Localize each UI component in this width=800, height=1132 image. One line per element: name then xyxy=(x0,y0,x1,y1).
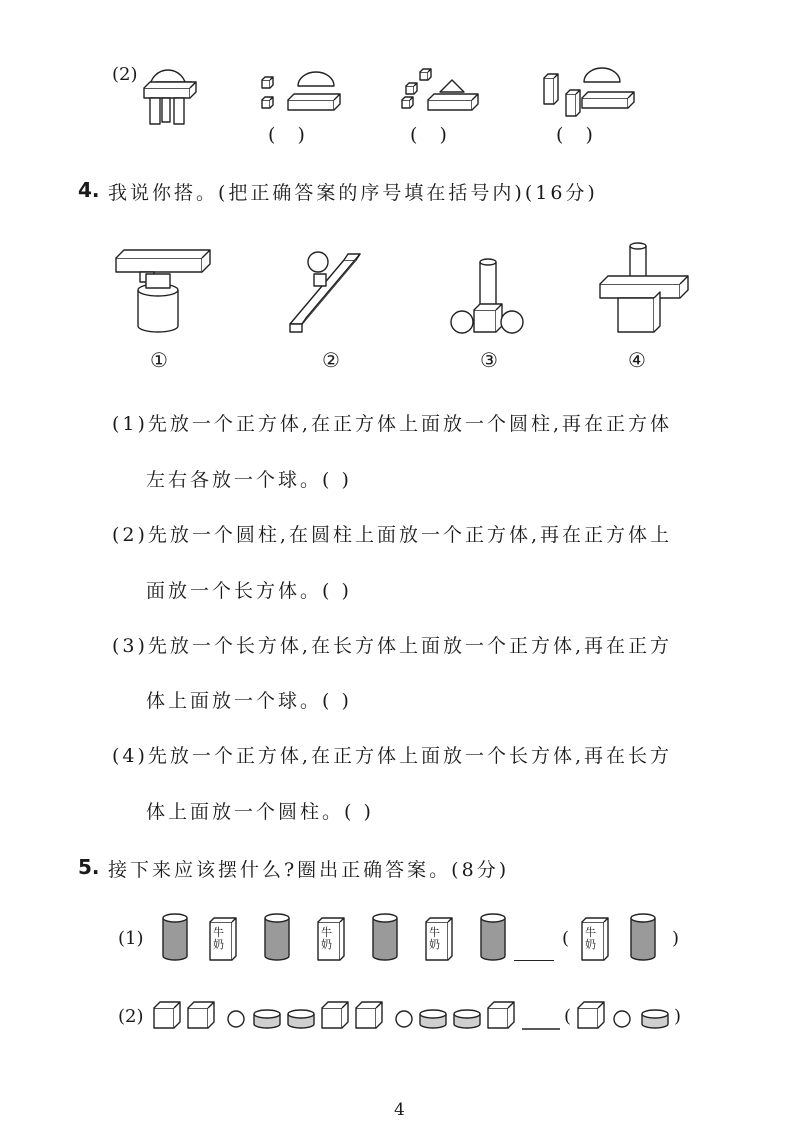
cup-icon xyxy=(262,912,292,962)
q5-row2-open-paren: ( xyxy=(564,1006,572,1027)
q3-option-c-figure xyxy=(540,66,640,120)
ball-choice-icon xyxy=(614,1011,630,1027)
disc-icon xyxy=(288,1010,314,1028)
q5-row2-choices[interactable] xyxy=(576,998,676,1034)
cube-icon xyxy=(154,1002,180,1028)
milk-box-text-2: 牛奶 xyxy=(321,926,332,951)
cube-choice-icon xyxy=(578,1002,604,1028)
cube-icon xyxy=(322,1002,348,1028)
q4-item-4-line2[interactable]: 体上面放一个圆柱。( ) xyxy=(146,801,374,823)
page-number: 4 xyxy=(394,1100,405,1120)
milk-box-text-3: 牛奶 xyxy=(429,926,440,951)
q5-row1-answer-line xyxy=(514,960,554,961)
q4-item-3-line1: (3)先放一个长方体,在长方体上面放一个正方体,再在正方 xyxy=(112,635,672,657)
q4-option-3-label: ③ xyxy=(480,348,498,372)
q4-option-4-label: ④ xyxy=(628,348,646,372)
q4-title: 我说你搭。(把正确答案的序号填在括号内)(16分) xyxy=(108,182,598,204)
q3-option-a-figure xyxy=(258,70,348,120)
disc-icon xyxy=(254,1010,280,1028)
q4-option-4-figure xyxy=(596,240,696,340)
cube-icon xyxy=(356,1002,382,1028)
q4-item-2-line2[interactable]: 面放一个长方体。( ) xyxy=(146,580,352,602)
q4-option-2-figure xyxy=(284,240,374,340)
disc-icon xyxy=(420,1010,446,1028)
q5-row2-label: (2) xyxy=(118,1006,144,1027)
q4-number: 4. xyxy=(78,178,100,202)
ball-icon xyxy=(228,1011,244,1027)
cube-icon xyxy=(488,1002,514,1028)
q5-row1-open-paren: ( xyxy=(562,928,570,949)
cup-icon xyxy=(160,912,190,962)
q4-option-3-figure xyxy=(446,256,536,336)
q4-item-4-line1: (4)先放一个正方体,在正方体上面放一个长方体,再在长方 xyxy=(112,745,672,767)
q4-option-1-figure xyxy=(110,244,210,344)
cup-choice-icon[interactable] xyxy=(628,912,658,962)
q4-option-2-label: ② xyxy=(322,348,340,372)
q3-answer-blank-2[interactable]: ( ) xyxy=(410,124,455,146)
q5-row1-label: (1) xyxy=(118,928,144,949)
q5-title: 接下来应该摆什么?圈出正确答案。(8分) xyxy=(108,859,510,881)
q3-option-b-figure xyxy=(398,66,488,120)
milk-box-text-choice: 牛奶 xyxy=(585,926,596,951)
cup-icon xyxy=(370,912,400,962)
q4-item-3-line2[interactable]: 体上面放一个球。( ) xyxy=(146,690,352,712)
ball-icon xyxy=(396,1011,412,1027)
q3-part2-label: (2) xyxy=(112,64,138,85)
cube-icon xyxy=(188,1002,214,1028)
q5-number: 5. xyxy=(78,855,100,879)
disc-icon xyxy=(454,1010,480,1028)
milk-box-text-1: 牛奶 xyxy=(213,926,224,951)
q3-answer-blank-3[interactable]: ( ) xyxy=(556,124,601,146)
q3-structure-figure xyxy=(140,60,200,130)
q4-option-1-label: ① xyxy=(150,348,168,372)
disc-choice-icon xyxy=(642,1010,668,1028)
q5-row1-close-paren: ) xyxy=(672,928,680,949)
q5-row2-close-paren: ) xyxy=(674,1006,682,1027)
q4-item-2-line1: (2)先放一个圆柱,在圆柱上面放一个正方体,再在正方体上 xyxy=(112,524,672,546)
q3-answer-blank-1[interactable]: ( ) xyxy=(268,124,313,146)
q4-item-1-line2[interactable]: 左右各放一个球。( ) xyxy=(146,469,352,491)
q4-item-1-line1: (1)先放一个正方体,在正方体上面放一个圆柱,再在正方体 xyxy=(112,413,672,435)
cup-icon xyxy=(478,912,508,962)
